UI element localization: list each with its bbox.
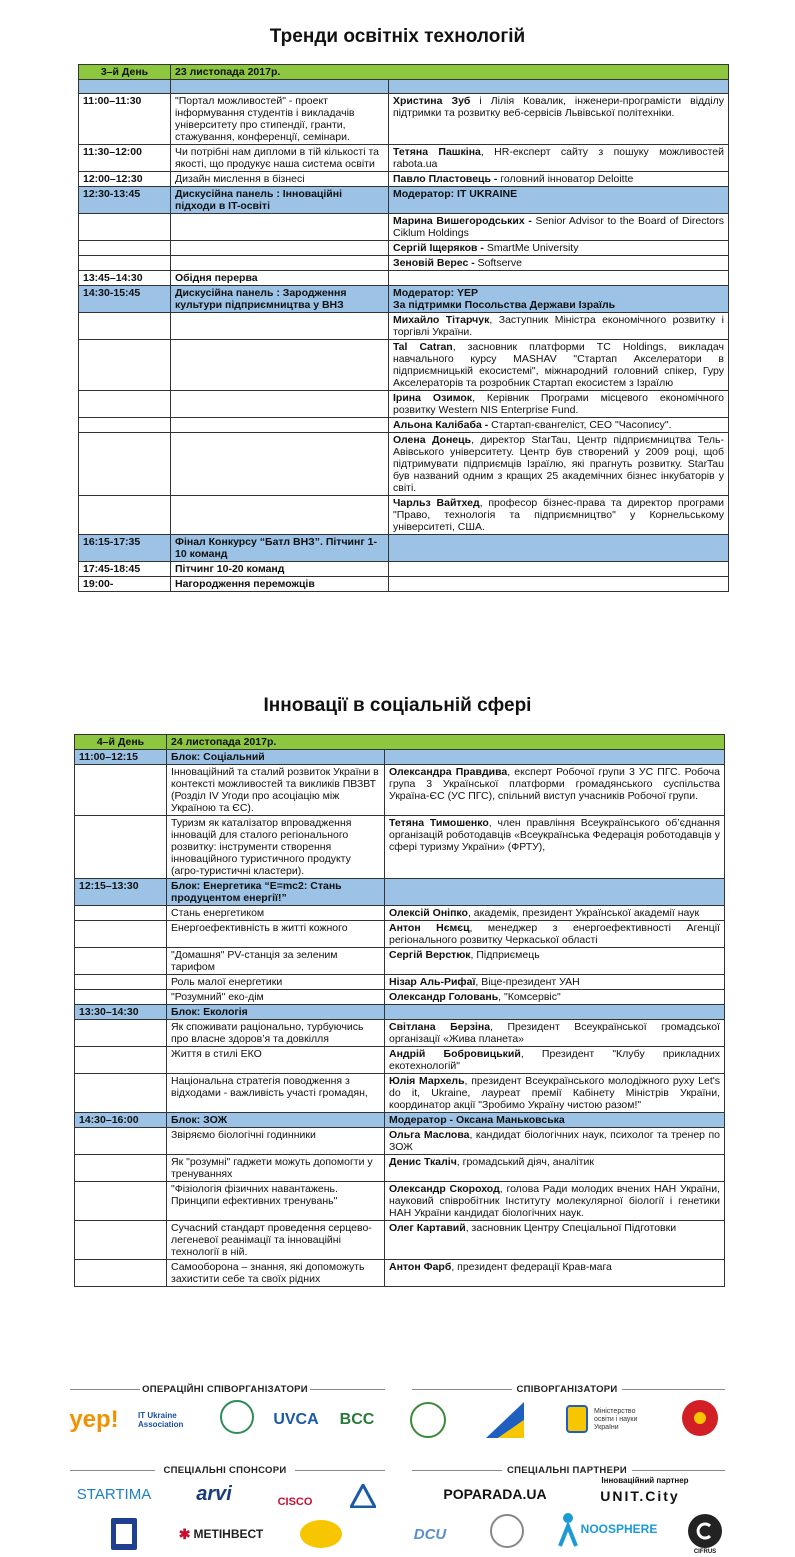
topic-cell: Блок: Соціальний: [167, 750, 385, 765]
section1-title: Тренди освітніх технологій: [269, 26, 526, 47]
schedule-row: [75, 1128, 725, 1155]
speaker-cell: [385, 879, 725, 906]
poparada-logo: POPARADA.UA: [443, 1486, 547, 1502]
speaker-cell: [389, 535, 729, 562]
speaker-name: Альона Калібаба -: [393, 419, 492, 431]
speaker-cell: [389, 214, 729, 241]
time-cell: [75, 1260, 167, 1287]
schedule-row: [79, 187, 729, 214]
speaker-cell: [385, 921, 725, 948]
speaker-name: Андрій Бобровицький: [389, 1048, 521, 1060]
speaker-name: Антон Нємєц: [389, 922, 470, 934]
time-cell: 16:15-17:35: [79, 535, 171, 562]
schedule-row: [75, 879, 725, 906]
schedule-row: [79, 391, 729, 418]
startima-logo: STARTIMA: [76, 1485, 152, 1503]
topic-cell: Туризм як каталізатор впровадження інновацій для сталого регіонального розвитку: інструменти створення інноваційного туристичного продукту (агро-туристичні кластери).: [167, 816, 385, 879]
schedule-row: [75, 816, 725, 879]
speaker-role: , Керівник Програми місцевого економічного розвитку Western NIS Enterprise Fund.: [393, 392, 724, 416]
speaker-name: Антон Фарб: [389, 1261, 452, 1273]
speaker-role: , професор бізнес-права та директор програми "Право, технологія та підприємництво" у Корнельському університеті, США.: [393, 497, 724, 533]
speaker-role: Softserve: [477, 257, 522, 269]
speaker-cell: [389, 145, 729, 172]
ehc-triangle-icon: [350, 1484, 376, 1508]
speaker-role: , академік, президент Української академії наук: [467, 907, 700, 919]
time-cell: 17:45-18:45: [79, 562, 171, 577]
speaker-cell: [389, 577, 729, 592]
time-cell: 12:30-13:45: [79, 187, 171, 214]
speaker-cell: [389, 313, 729, 340]
time-cell: [79, 496, 171, 535]
speaker-cell: [385, 1113, 725, 1128]
time-cell: [75, 1020, 167, 1047]
speaker-name: Tal Catran: [393, 341, 453, 353]
schedule-row: [79, 562, 729, 577]
speaker-name: Ольга Маслова: [389, 1129, 470, 1141]
speaker-cell: [385, 1005, 725, 1020]
schedule-row: [75, 1074, 725, 1113]
schedule-row: [79, 256, 729, 271]
schedule-row: [79, 286, 729, 313]
speaker-role: , експерт Робочої групи 3 УС ПГС. Робоча група 3 Української платформи громадянського суспільства Україна-ЄС (УС ПГС), спільний виступ учасників Робочої групи.: [389, 766, 720, 802]
speaker-role: і Лілія Ковалик, інженери-програмісти відділу підтримки та розвитку веб-сервісів Львівської політехніки.: [393, 95, 725, 119]
sponsor-oval-logo: [300, 1520, 342, 1548]
speaker-name: Олександр Скороход: [389, 1183, 500, 1195]
speaker-role: , Віце-президент УАН: [475, 976, 580, 988]
trident-icon: [565, 1404, 589, 1434]
speaker-cell: [385, 1128, 725, 1155]
time-cell: [79, 313, 171, 340]
topic-cell: Блок: Екологія: [167, 1005, 385, 1020]
time-cell: 19:00-: [79, 577, 171, 592]
speaker-cell: [385, 1074, 725, 1113]
time-cell: [75, 1155, 167, 1182]
topic-cell: Пітчинг 10-20 команд: [171, 562, 389, 577]
speaker-name: Олександра Правдива: [389, 766, 508, 778]
ua-flag-emblem-icon: [484, 1400, 526, 1440]
speaker-role: , кандидат біологічних наук, психолог та тренер по ЗОЖ: [389, 1129, 720, 1153]
topic-cell: Дизайн мислення в бізнесі: [171, 172, 389, 187]
schedule-row: [75, 906, 725, 921]
schedule-row: [79, 94, 729, 145]
speaker-name: Марина Вишегородських -: [393, 215, 536, 227]
day-header-row: [79, 65, 729, 80]
time-cell: 12:00–12:30: [79, 172, 171, 187]
speaker-cell: [385, 816, 725, 879]
schedule-row: [75, 975, 725, 990]
day-header-row: [75, 735, 725, 750]
time-cell: [75, 816, 167, 879]
schedule-table-day3: [78, 64, 729, 592]
time-cell: [79, 418, 171, 433]
arvi-logo: arvi: [196, 1482, 232, 1505]
topic-cell: Фінал Конкурсу “Батл ВНЗ”. Пітчинг 1-10 команд: [171, 535, 389, 562]
time-cell: [75, 765, 167, 816]
day-label: 3–й День: [79, 65, 171, 80]
speaker-role: , засновник платформи TC Holdings, викладач навчального курсу MASHAV "Стартап Акселератори в підприємницькій екосистемі", міжнародний головний спікер, Гуру Акселераторів та розробник Стартап екосистем з Ізраїлю: [393, 341, 724, 389]
speaker-name: Олег Картавий: [389, 1222, 466, 1234]
noosphere-figure-icon: [556, 1512, 580, 1548]
schedule-row: [79, 214, 729, 241]
day-label: 4–й День: [75, 735, 167, 750]
speaker-cell: [385, 750, 725, 765]
support-text: За підтримки Посольства Держави Ізраїль: [393, 299, 616, 311]
speaker-role: , громадський діяч, аналітик: [456, 1156, 594, 1168]
schedule-row: [75, 1005, 725, 1020]
schedule-row: [75, 765, 725, 816]
speaker-name: Олександр Головань: [389, 991, 499, 1003]
schedule-row: [79, 577, 729, 592]
leaf-emblem-icon: [220, 1400, 254, 1434]
time-cell: [75, 975, 167, 990]
speaker-cell: [389, 496, 729, 535]
topic-cell: [171, 340, 389, 391]
time-cell: [79, 241, 171, 256]
schedule-row: [75, 1113, 725, 1128]
sponsors-label: СПЕЦІАЛЬНІ СПОНСОРИ: [163, 1465, 287, 1476]
speaker-cell: [385, 765, 725, 816]
topic-cell: Стань енергетиком: [167, 906, 385, 921]
speaker-role: , Підприємець: [470, 949, 540, 961]
speaker-name: Денис Ткаліч: [389, 1156, 457, 1168]
speaker-cell: [389, 391, 729, 418]
schedule-row: [79, 145, 729, 172]
time-cell: [79, 256, 171, 271]
speaker-role: , президент федерації Крав-мага: [451, 1261, 612, 1273]
topic-cell: Дискусійна панель : Зародження культури підприємництва у ВНЗ: [171, 286, 389, 313]
schedule-row: [75, 948, 725, 975]
time-cell: [75, 1128, 167, 1155]
metinvest-text: МЕТІНВЕСТ: [193, 1527, 264, 1541]
topic-cell: [171, 433, 389, 496]
speaker-cell: [385, 1155, 725, 1182]
speaker-name: Христина Зуб: [393, 95, 471, 107]
time-cell: 11:00–11:30: [79, 94, 171, 145]
time-cell: 13:30–14:30: [75, 1005, 167, 1020]
schedule-row: [75, 1221, 725, 1260]
topic-cell: "Розумний" еко-дім: [167, 990, 385, 1005]
speaker-name: Олексій Оніпко: [389, 907, 468, 919]
topic-cell: Як споживати раціонально, турбуючись про власне здоров’я та довкілля: [167, 1020, 385, 1047]
speaker-name: Тетяна Тимошенко: [389, 817, 489, 829]
fabrika-emblem-icon: [490, 1514, 524, 1548]
speaker-role: , директор StarTau, Центр підприємництва Тель-Авівського університету. Центр був створений у 2009 році, щоб підтримувати підприємців Ізраїлю, які прагнуть розвитку. StarTau був названий одним з кращих 25 академічних бізнес інкубаторів у світі.: [393, 434, 724, 494]
time-cell: 14:30-15:45: [79, 286, 171, 313]
schedule-row: [79, 496, 729, 535]
speaker-cell: [385, 1047, 725, 1074]
yep-logo: yep!: [69, 1406, 119, 1433]
schedule-row: [79, 271, 729, 286]
speaker-name: Юлія Мархель: [389, 1075, 465, 1087]
ministry-education-logo: Міністерство освіти і науки України: [594, 1408, 638, 1431]
speaker-cell: [389, 94, 729, 145]
schedule-row: [75, 921, 725, 948]
schedule-row: [79, 340, 729, 391]
day-date: 24 листопада 2017р.: [167, 735, 725, 750]
speaker-name: Світлана Берзіна: [389, 1021, 491, 1033]
topic-cell: Дискусійна панель : Інноваційні підходи в IT-освіті: [171, 187, 389, 214]
topic-cell: Звіряємо біологічні годинники: [167, 1128, 385, 1155]
schedule-row: [75, 1047, 725, 1074]
speaker-cell: [385, 1182, 725, 1221]
speaker-name: Павло Пластовець -: [393, 173, 501, 185]
topic-cell: Як "розумні" гаджети можуть допомогти у тренуваннях: [167, 1155, 385, 1182]
day-date: 23 листопада 2017р.: [171, 65, 729, 80]
time-cell: [75, 1182, 167, 1221]
schedule-row: [79, 172, 729, 187]
schedule-row: [79, 433, 729, 496]
topic-cell: "Портал можливостей" - проект інформування студентів і викладачів університету про стипендії, гранти, стажування, конференції, семінари.: [171, 94, 389, 145]
time-cell: [75, 1047, 167, 1074]
topic-cell: [171, 418, 389, 433]
speaker-name: Ірина Озимок: [393, 392, 473, 404]
topic-cell: Самооборона – знання, які допоможуть захистити себе та своїх рідних: [167, 1260, 385, 1287]
section2-title: Інновації в соціальній сфері: [263, 695, 532, 716]
topic-cell: Інноваційний та сталий розвиток України в контексті можливостей та викликів ПВЗВТ (Розділ IV Угоди про асоціацію між Україною та ЄС).: [167, 765, 385, 816]
israel-emblem-icon: [108, 1516, 140, 1552]
schedule-table-day4: [74, 734, 725, 1287]
time-cell: [75, 990, 167, 1005]
topic-cell: Сучасний стандарт проведення серцево-легеневої реанімації та інноваційні технології в ній.: [167, 1221, 385, 1260]
schedule-row: [75, 1182, 725, 1221]
time-cell: [79, 433, 171, 496]
topic-cell: Національна стратегія поводження з відходами - важливість участі громадян,: [167, 1074, 385, 1113]
speaker-name: Нізар Аль-Рифаї: [389, 976, 476, 988]
topic-cell: "Фізіологія фізичних навантажень. Принципи ефективних тренувань": [167, 1182, 385, 1221]
schedule-row: [79, 418, 729, 433]
moderator-text: Модератор: IT UKRAINE: [393, 188, 518, 200]
china-emblem-icon: [682, 1400, 718, 1436]
metinvest-logo: [172, 1522, 270, 1546]
speaker-cell: [389, 340, 729, 391]
schedule-row: [75, 1020, 725, 1047]
speaker-name: Сергій Верстюк: [389, 949, 471, 961]
topic-cell: [171, 214, 389, 241]
dcu-logo: DCU: [413, 1525, 447, 1543]
speaker-role: , Президент "Клубу прикладних екотехнологій": [389, 1048, 720, 1072]
speaker-role: Стартап-євангеліст, CEO "Часопису".: [491, 419, 672, 431]
speaker-cell: [389, 256, 729, 271]
topic-cell: Обідня перерва: [171, 271, 389, 286]
speaker-cell: [385, 1020, 725, 1047]
speaker-cell: [385, 1260, 725, 1287]
speaker-role: , "Комсервіс": [498, 991, 561, 1003]
speaker-role: , член правління Всеукраїнського об’єднання організацій роботодавців «Всеукраїнська Федерація роботодавців у сфері туризму України» (ФРТУ),: [389, 817, 720, 853]
time-cell: [79, 340, 171, 391]
speaker-role: головний інноватор Deloitte: [500, 173, 634, 185]
co-orgs-label: СПІВОРГАНІЗАТОРИ: [516, 1384, 618, 1395]
schedule-row: [79, 535, 729, 562]
unit-city-logo: UNIT.City: [600, 1488, 680, 1504]
speaker-name: Тетяна Пашкіна: [393, 146, 481, 158]
speaker-cell: [385, 1221, 725, 1260]
time-cell: [79, 391, 171, 418]
speaker-cell: [389, 271, 729, 286]
metinvest-star-icon: ✱: [178, 1525, 191, 1542]
partners-label: СПЕЦІАЛЬНІ ПАРТНЕРИ: [507, 1465, 627, 1476]
innovation-partner-label: Інноваційний партнер: [601, 1475, 689, 1485]
moderator-text: Модератор: YEP: [393, 287, 479, 299]
topic-cell: [171, 256, 389, 271]
noosphere-logo: NOOSPHERE: [580, 1522, 658, 1536]
speaker-role: Senior Advisor to the Board of Directors Ciklum Holdings: [393, 215, 725, 239]
speaker-cell: [389, 172, 729, 187]
op-orgs-label: ОПЕРАЦІЙНІ СПІВОРГАНІЗАТОРИ: [142, 1384, 308, 1395]
speaker-cell: [389, 241, 729, 256]
time-cell: [75, 1221, 167, 1260]
topic-cell: [171, 391, 389, 418]
university-seal-icon: [410, 1402, 446, 1438]
schedule-row: [75, 750, 725, 765]
cifrus-logo: CIFRUS: [693, 1549, 717, 1555]
time-cell: 13:45–14:30: [79, 271, 171, 286]
time-cell: [75, 1074, 167, 1113]
topic-cell: Роль малої енергетики: [167, 975, 385, 990]
speaker-cell: [389, 418, 729, 433]
speaker-cell: [385, 906, 725, 921]
time-cell: [79, 214, 171, 241]
speaker-role: , Президент Всеукраїнської громадської організації «Жива планета»: [389, 1021, 720, 1045]
speaker-name: Михайло Тітарчук: [393, 314, 490, 326]
schedule-row: [79, 313, 729, 340]
topic-cell: "Домашня" PV-станція за зеленим тарифом: [167, 948, 385, 975]
speaker-role: , HR-експерт сайту з пошуку можливостей rabota.ua: [393, 146, 724, 170]
topic-cell: [171, 241, 389, 256]
topic-cell: Блок: Енергетика “E=mc2: Стань продуцентом енергії!”: [167, 879, 385, 906]
schedule-row: [75, 1155, 725, 1182]
topic-cell: Чи потрібні нам дипломи в тій кількості та якості, що продукує наша система освіти: [171, 145, 389, 172]
speaker-cell: [385, 975, 725, 990]
speaker-name: Олена Донець: [393, 434, 472, 446]
speaker-cell: [385, 990, 725, 1005]
speaker-role: , менеджер з енергоефективності Агенції регіонального розвитку Черкаської області: [389, 922, 720, 946]
time-cell: 11:00–12:15: [75, 750, 167, 765]
time-cell: [75, 921, 167, 948]
schedule-row: [75, 990, 725, 1005]
bcc-logo: BCC: [339, 1411, 375, 1428]
topic-cell: [171, 496, 389, 535]
time-cell: [75, 906, 167, 921]
speaker-cell: [389, 433, 729, 496]
speaker-cell: [389, 187, 729, 214]
speaker-role: , президент Всеукраїнського молодіжного руху Let's do it, Ukraine, лауреат премії Кабінету Міністрів України, координатор акції "Зробимо Україну чистою разом!": [389, 1075, 720, 1111]
speaker-cell: [389, 286, 729, 313]
schedule-row: [79, 241, 729, 256]
speaker-name: Зеновій Верес -: [393, 257, 478, 269]
topic-cell: Життя в стилі ЕКО: [167, 1047, 385, 1074]
speaker-role: , засновник Центру Спеціальної Підготовки: [465, 1222, 677, 1234]
speaker-role: , Заступник Міністра економічного розвитку і торгівлі України.: [393, 314, 724, 338]
cisco-logo: CISCO: [277, 1496, 313, 1508]
time-cell: [75, 948, 167, 975]
time-cell: 12:15–13:30: [75, 879, 167, 906]
time-cell: 11:30–12:00: [79, 145, 171, 172]
moderator-text: Модератор - Оксана Маньковська: [389, 1114, 565, 1126]
speaker-name: Сергій Іщеряков -: [393, 242, 487, 254]
speaker-name: Чарльз Вайтхед: [393, 497, 480, 509]
topic-cell: Нагородження переможців: [171, 577, 389, 592]
topic-cell: Енергоефективність в житті кожного: [167, 921, 385, 948]
it-ukraine-logo: IT Ukraine Association: [138, 1411, 184, 1429]
topic-cell: Блок: ЗОЖ: [167, 1113, 385, 1128]
speaker-cell: [389, 562, 729, 577]
uvca-logo: UVCA: [273, 1411, 319, 1428]
topic-cell: [171, 313, 389, 340]
speaker-role: , голова Ради молодих вчених НАН України, науковий співробітник Інституту молекулярної біології і генетики НАН України кандидат біологічних наук.: [389, 1183, 720, 1219]
schedule-row: [75, 1260, 725, 1287]
cifrus-emblem-icon: [688, 1514, 722, 1548]
time-cell: 14:30–16:00: [75, 1113, 167, 1128]
speaker-role: SmartMe University: [486, 242, 579, 254]
speaker-cell: [385, 948, 725, 975]
